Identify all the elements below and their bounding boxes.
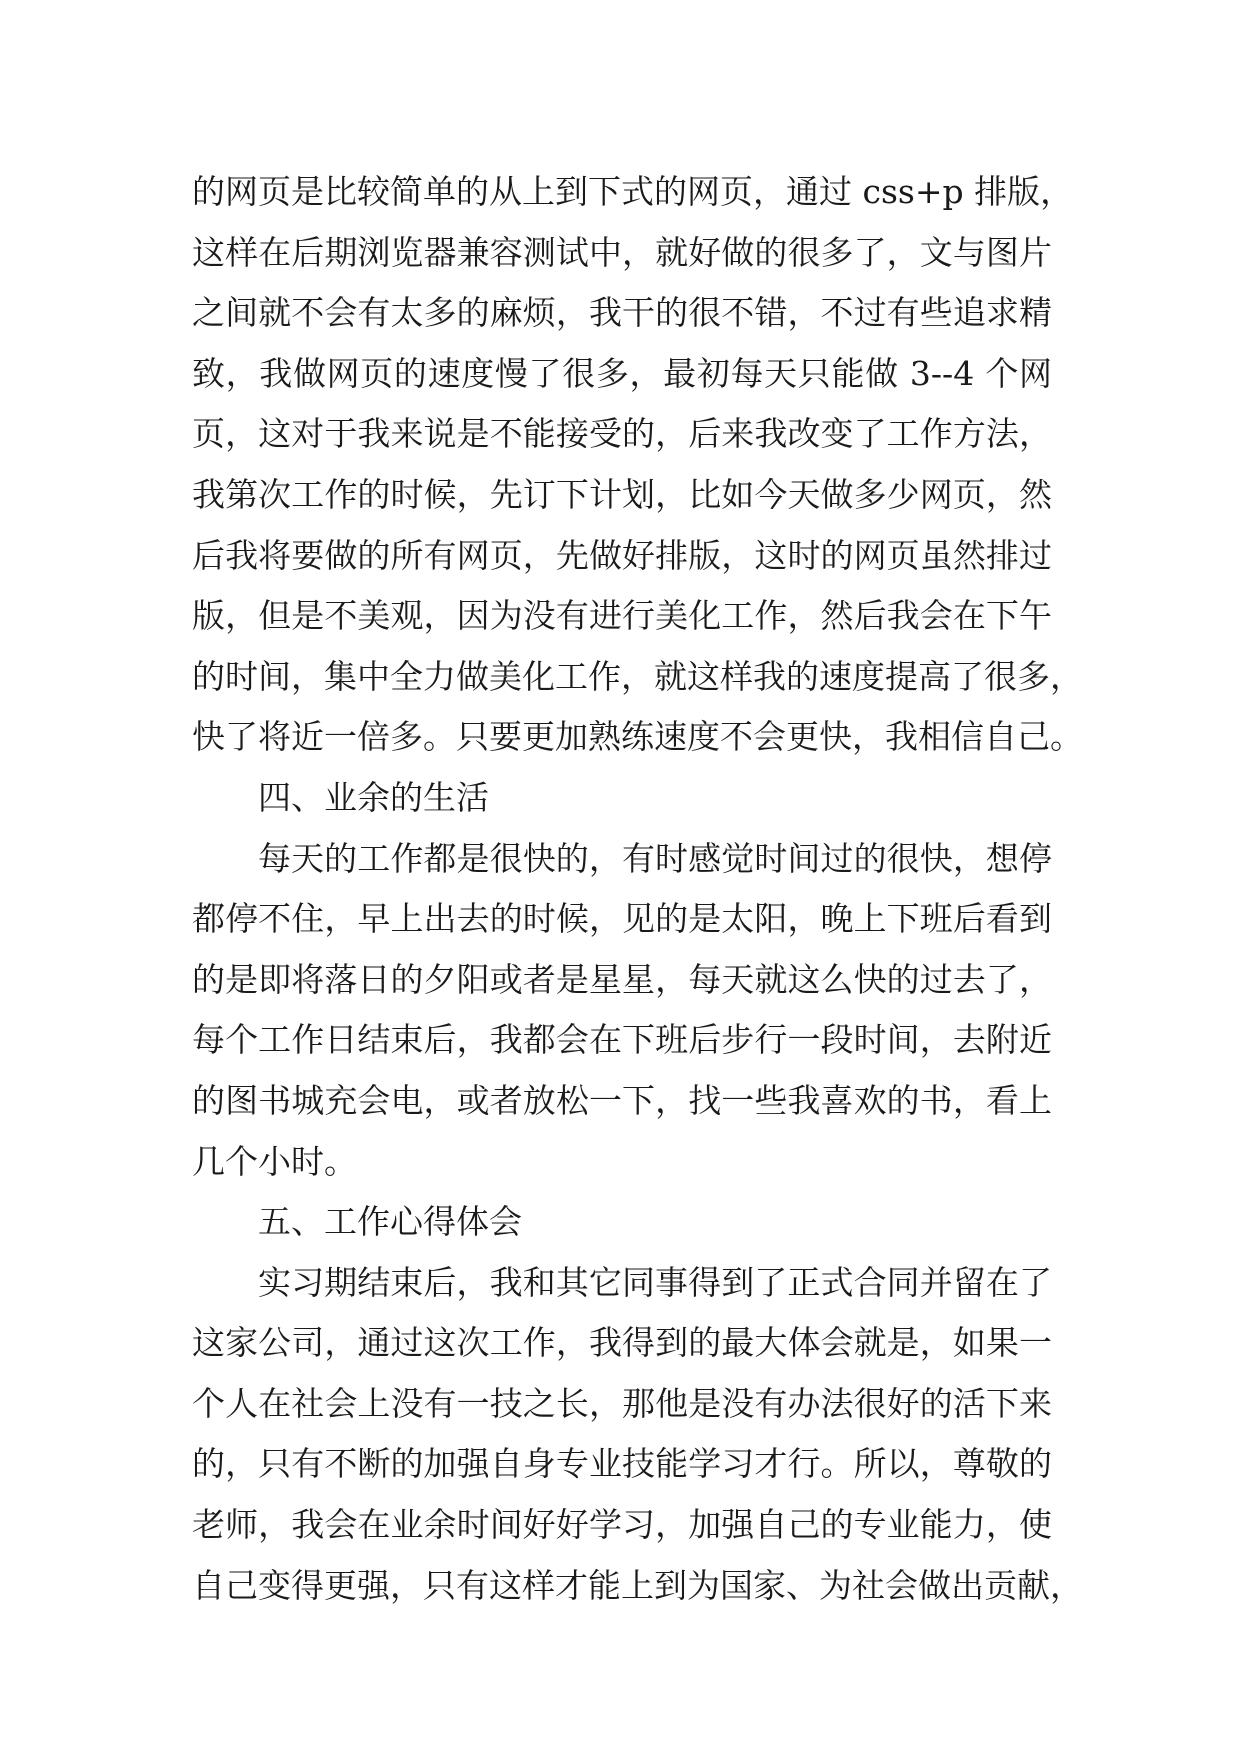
document-body [192, 162, 1083, 1616]
section-heading-leisure: 四、业余的生活 [258, 777, 489, 817]
text-line: 版，但是不美观，因为没有进行美化工作，然后我会在下午 [192, 596, 1052, 636]
text-line: 的网页是比较简单的从上到下式的网页，通过 css+p 排版， [192, 172, 1074, 211]
text-line: 后我将要做的所有网页，先做好排版，这时的网页虽然排过 [192, 535, 1052, 575]
paragraph-web-layout [192, 162, 1083, 768]
paragraph-reflections [192, 1253, 1083, 1617]
text-line: 致，我做网页的速度慢了很多，最初每天只能做 3--4 个网 [192, 353, 1052, 393]
text-line: 这样在后期浏览器兼容测试中，就好做的很多了，文与图片 [192, 232, 1052, 272]
text-line: 的图书城充会电，或者放松一下，找一些我喜欢的书，看上 [192, 1080, 1052, 1120]
text-line: 自己变得更强，只有这样才能上到为国家、为社会做出贡献， [192, 1565, 1083, 1605]
text-line: 之间就不会有太多的麻烦，我干的很不错，不过有些追求精 [192, 293, 1052, 333]
text-line: 几个小时。 [192, 1141, 357, 1181]
section-heading-reflections: 五、工作心得体会 [258, 1202, 522, 1242]
text-line: 我第次工作的时候，先订下计划，比如今天做多少网页，然 [192, 474, 1052, 514]
text-line: 的是即将落日的夕阳或者是星星，每天就这么快的过去了， [192, 959, 1052, 999]
text-line: 每个工作日结束后，我都会在下班后步行一段时间，去附近 [192, 1020, 1052, 1060]
text-line: 老师，我会在业余时间好好学习，加强自己的专业能力，使 [192, 1505, 1052, 1545]
text-line: 的时间，集中全力做美化工作，就这样我的速度提高了很多， [192, 656, 1083, 696]
text-line: 快了将近一倍多。只要更加熟练速度不会更快，我相信自己。 [192, 717, 1083, 757]
text-line: 这家公司，通过这次工作，我得到的最大体会就是，如果一 [192, 1323, 1052, 1363]
text-line: 页，这对于我来说是不能接受的，后来我改变了工作方法， [192, 414, 1052, 454]
text-line: 个人在社会上没有一技之长，那他是没有办法很好的活下来 [192, 1383, 1052, 1423]
text-line: 的，只有不断的加强自身专业技能学习才行。所以，尊敬的 [192, 1444, 1052, 1484]
text-line: 每天的工作都是很快的，有时感觉时间过的很快，想停 [258, 838, 1052, 878]
paragraph-leisure [192, 829, 1052, 1193]
text-line: 都停不住，早上出去的时候，见的是太阳，晚上下班后看到 [192, 899, 1052, 939]
text-line: 实习期结束后，我和其它同事得到了正式合同并留在了 [258, 1262, 1052, 1302]
